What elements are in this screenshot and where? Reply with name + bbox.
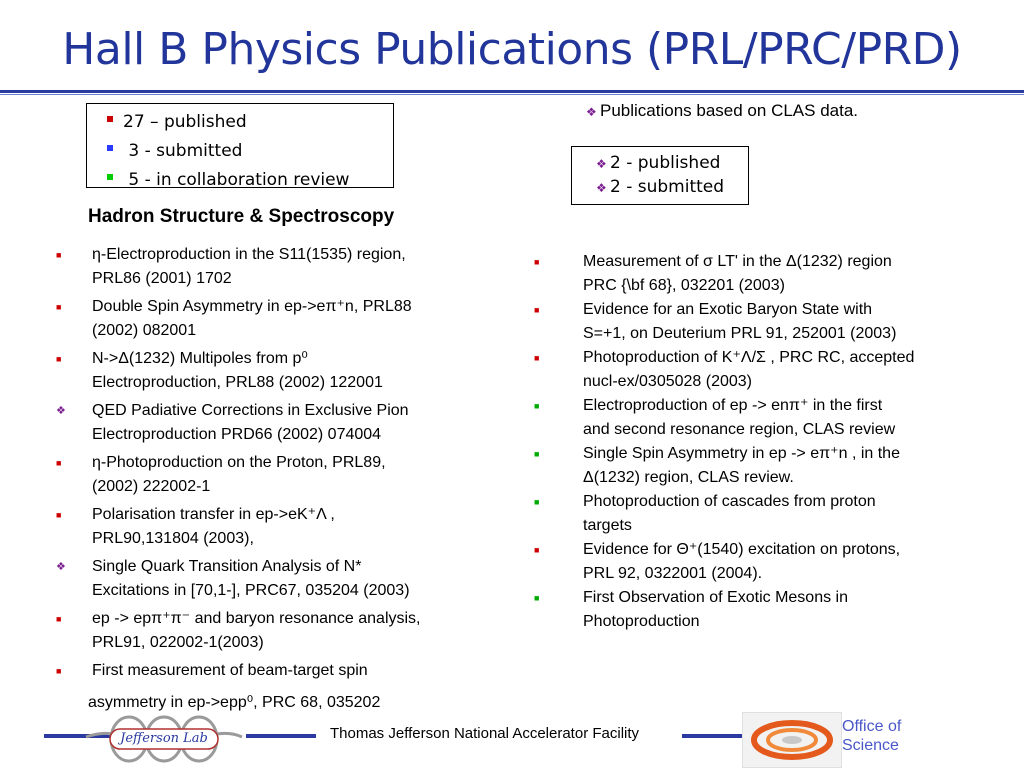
section-heading: Hadron Structure & Spectroscopy [88,206,395,227]
summary-item-submitted: 3 - submitted [107,141,242,161]
square-bullet-icon [107,145,113,151]
square-bullet-icon: ■ [56,250,62,260]
facility-name: Thomas Jefferson National Accelerator Facility [330,725,640,742]
square-bullet-icon: ■ [534,545,540,555]
diamond-bullet-icon: ❖ [596,157,607,171]
title-divider-thin [0,94,1024,95]
square-bullet-icon: ■ [56,302,62,312]
publication-item: Single Spin Asymmetry in ep -> eπ⁺n , in the Δ(1232) region, CLAS review. [583,445,900,486]
publication-item: Measurement of σ LT' in the Δ(1232) region PRC {\bf 68}, 032201 (2003) [583,253,892,294]
clas-item-submitted: ❖ 2 - submitted [596,177,725,197]
publication-item: Evidence for Θ⁺(1540) excitation on protons, PRL 92, 0322001 (2004). [583,541,901,582]
publication-item: ep -> epπ⁺π⁻ and baryon resonance analysis, PRL91, 022002-1(2003) [92,610,421,651]
publication-item: Single Quark Transition Analysis of N* Excitations in [70,1-], PRC67, 035204 (2003) [92,558,410,599]
publication-item: N->Δ(1232) Multipoles from p⁰ Electroproduction, PRL88 (2002) 122001 [92,350,383,391]
square-bullet-icon: ■ [56,354,62,364]
square-bullet-icon: ■ [56,666,62,676]
publication-item: Polarisation transfer in ep->eK⁺Λ , PRL90,131804 (2003), [92,506,335,547]
clas-item-published: ❖ 2 - published [596,153,721,173]
summary-item-review: 5 - in collaboration review [107,170,349,190]
square-bullet-icon: ■ [56,458,62,468]
publication-item: Double Spin Asymmetry in ep->eπ⁺n, PRL88 (2002) 082001 [92,298,412,339]
summary-item-published: 27 – published [107,112,247,132]
publications-note: ❖ Publications based on CLAS data. [586,101,859,120]
square-bullet-icon [107,174,113,180]
square-bullet-icon: ■ [534,497,540,507]
square-bullet-icon: ■ [534,593,540,603]
square-bullet-icon: ■ [534,449,540,459]
publication-item: First Observation of Exotic Mesons in Photoproduction [583,589,848,630]
publication-item: Photoproduction of cascades from proton targets [583,493,876,534]
office-of-science-logo [742,712,842,768]
footer-rule-right [682,734,742,738]
title-divider [0,90,1024,93]
square-bullet-icon: ■ [534,257,540,267]
publication-item: Electroproduction of ep -> enπ⁺ in the first and second resonance region, CLAS review [583,397,896,438]
square-bullet-icon: ■ [534,401,540,411]
publication-item: η-Electroproduction in the S11(1535) region, PRL86 (2001) 1702 [92,246,406,287]
square-bullet-icon: ■ [534,353,540,363]
jefferson-lab-logo [84,713,244,765]
publication-item: Evidence for an Exotic Baryon State with S=+1, on Deuterium PRL 91, 252001 (2003) [583,301,897,342]
diamond-bullet-icon: ❖ [596,181,607,195]
diamond-bullet-icon: ❖ [56,405,66,417]
left-list-continuation: asymmetry in ep->epp⁰, PRC 68, 035202 [88,694,381,711]
jefferson-lab-logo-text: Jefferson Lab [120,731,208,746]
slide-title: Hall B Physics Publications (PRL/PRC/PRD) [62,24,962,75]
square-bullet-icon: ■ [534,305,540,315]
diamond-bullet-icon: ❖ [586,105,597,119]
diamond-bullet-icon: ❖ [56,561,66,573]
square-bullet-icon: ■ [56,614,62,624]
publication-item: Photoproduction of K⁺Λ/Σ , PRC RC, accepted nucl-ex/0305028 (2003) [583,349,915,390]
doe-swirl-icon [743,713,841,767]
footer-rule-mid [246,734,316,738]
publication-item: First measurement of beam-target spin [92,662,368,679]
publication-item: η-Photoproduction on the Proton, PRL89, (2002) 222002-1 [92,454,386,495]
square-bullet-icon [107,116,113,122]
office-of-science-label: Office of Science [842,718,902,754]
publication-item: QED Padiative Corrections in Exclusive Pion Electroproduction PRD66 (2002) 074004 [92,402,409,443]
summary-box [86,103,394,188]
clas-box [571,146,749,205]
square-bullet-icon: ■ [56,510,62,520]
